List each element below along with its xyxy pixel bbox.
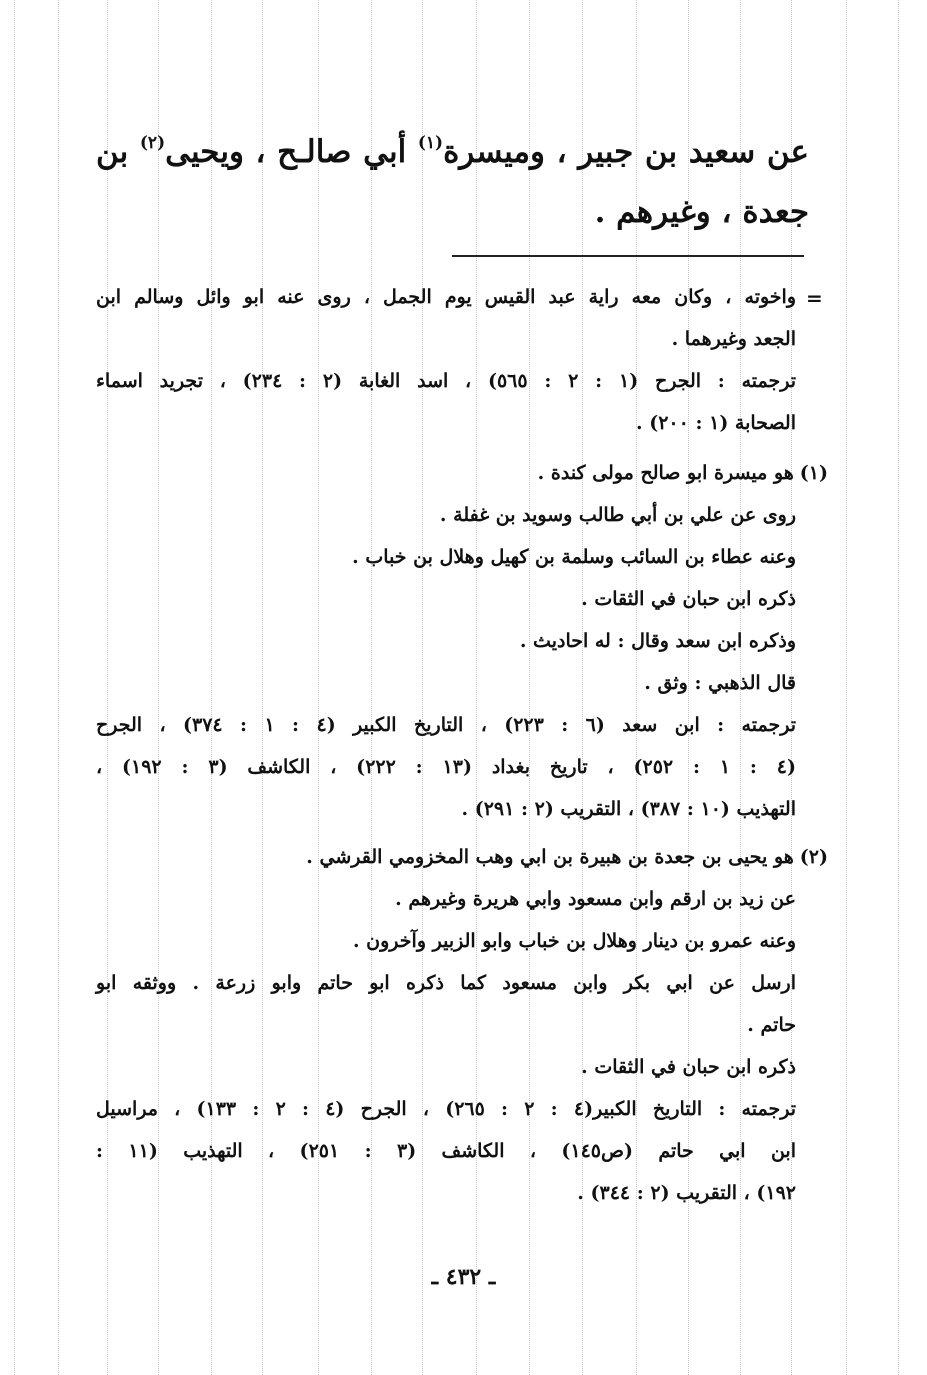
- footnote-1-number: (١): [799, 462, 828, 484]
- page-number: ـ ٤٣٢ ـ: [431, 1264, 496, 1290]
- footnote-1: [96, 452, 828, 830]
- footnote-line: ذكره ابن حبان في الثقات .: [581, 588, 796, 610]
- footnote-line: ١٩٢) ، التقريب (٢ : ٣٤٤) .: [577, 1182, 796, 1204]
- previous-page-footnote-continuation: [96, 276, 796, 444]
- footnote-divider: [452, 255, 804, 257]
- scan-guide-line: [14, 0, 15, 1375]
- footnote-2-number: (٢): [799, 846, 828, 868]
- footnote-1-heading: (١)هو ميسرة ابو صالح مولى كندة .: [96, 452, 828, 494]
- main-line-2: جعدة ، وغيرهم .: [594, 194, 809, 230]
- footnote-line: (٤ : ١ : ٢٥٢) ، تاريخ بغداد (١٣ : ٢٢٢) ، الكاشف (٣ : ١٩٢) ،: [96, 756, 797, 778]
- footnote-2-heading: (٢)هو يحيى بن جعدة بن هبيرة بن ابي وهب المخزومي القرشي .: [96, 836, 828, 878]
- scan-guide-line: [58, 0, 59, 1375]
- footnote-line: ذكره ابن حبان في الثقات .: [581, 1056, 796, 1078]
- footnote-line: ارسل عن ابي بكر وابن مسعود كما ذكره ابو حاتم وابو زرعة . ووثقه ابو: [96, 972, 796, 994]
- footnote-line: ترجمته : ابن سعد (٦ : ٢٢٣) ، التاريخ الكبير (٤ : ١ : ٣٧٤) ، الجرح: [96, 714, 796, 736]
- footnote-line: وذكره ابن سعد وقال : له احاديث .: [519, 630, 796, 652]
- footnote-line: الجعد وغيرهما .: [671, 328, 796, 350]
- footnote-line: ابن ابي حاتم (ص١٤٥) ، الكاشف (٣ : ٢٥١) ، التهذيب (١١ :: [96, 1140, 796, 1162]
- scan-guide-line: [846, 0, 847, 1375]
- footnote-ref-1: (١): [417, 133, 444, 153]
- footnote-line: حاتم .: [747, 1014, 796, 1036]
- scan-guide-line: [898, 0, 899, 1375]
- footnote-line: وعنه عطاء بن السائب وسلمة بن كهيل وهلال بن خباب .: [352, 546, 796, 568]
- footnote-line: ترجمته : التاريخ الكبير(٤ : ٢ : ٢٦٥) ، الجرح (٤ : ٢ : ١٣٣) ، مراسيل: [96, 1098, 796, 1120]
- footnote-line: الصحابة (١ : ٢٠٠) .: [635, 412, 796, 434]
- footnote-line: واخوته ، وكان معه راية عبد القيس يوم الجمل ، روى عنه ابو وائل وسالم ابن: [96, 286, 796, 308]
- footnote-line: عن زيد بن ارقم وابن مسعود وابي هريرة وغيرهم .: [395, 888, 796, 910]
- continuation-mark: =: [806, 286, 823, 310]
- main-line-1: عن سعيد بن جبير ، وميسرة$^{(١)}$ أبي صالـح ، ويحيى$^{(٢)}$ بن: [96, 133, 809, 170]
- footnote-line: روى عن علي بن أبي طالب وسويد بن غفلة .: [439, 504, 796, 526]
- footnote-line: وعنه عمرو بن دينار وهلال بن خباب وابو الزبير وآخرون .: [352, 930, 796, 952]
- footnote-line: ترجمته : الجرح (١ : ٢ : ٥٦٥) ، اسد الغابة (٢ : ٢٣٤) ، تجريد اسماء: [96, 370, 797, 392]
- footnote-2: [96, 836, 828, 1214]
- footnote-line: قال الذهبي : وثق .: [644, 672, 796, 694]
- main-body-text: [96, 122, 809, 242]
- footnote-line: التهذيب (١٠ : ٣٨٧) ، التقريب (٢ : ٢٩١) .: [461, 798, 796, 820]
- footnote-ref-2: (٢): [139, 133, 166, 153]
